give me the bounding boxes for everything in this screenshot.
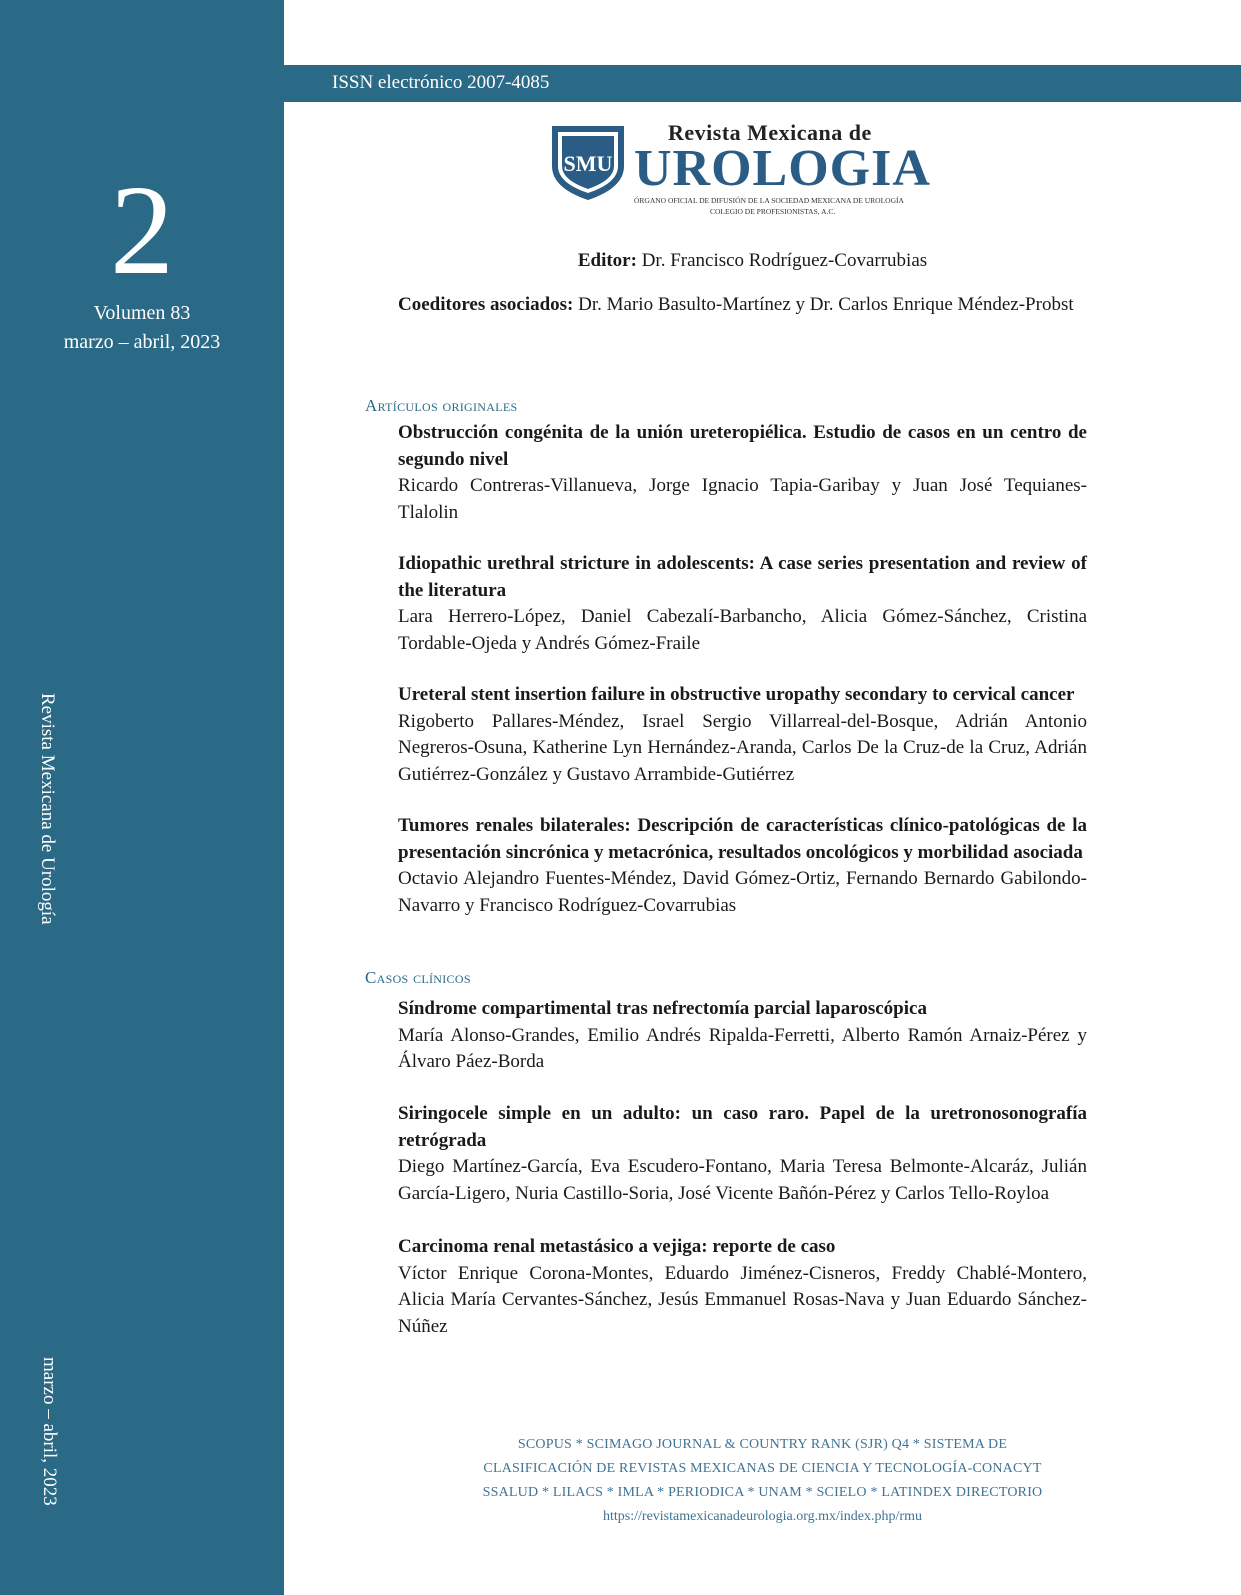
logo-badge-text: SMU	[563, 151, 613, 176]
article-title: Síndrome compartimental tras nefrectomía parcial laparoscópica	[398, 998, 927, 1019]
editor-label: Editor:	[577, 250, 637, 271]
article-title: Obstrucción congénita de la unión ureteropiélica. Estudio de casos en un centro de segundo nivel	[398, 422, 1087, 470]
article-title: Siringocele simple en un adulto: un caso raro. Papel de la uretronosonografía retrógrada	[398, 1103, 1087, 1151]
article-authors: Rigoberto Pallares-Méndez, Israel Sergio Villarreal-del-Bosque, Adrián Antonio Negreros-Osuna, Katherine Lyn Hernández-Aranda, Carlos De la Cruz-de la Cruz, Adrián Gutiérrez-González y Gustavo Arrambide-Gutiérrez	[398, 710, 1087, 785]
article-title: Ureteral stent insertion failure in obstructive uropathy secondary to cervical cancer	[398, 684, 1075, 705]
article-item	[398, 813, 1087, 919]
article-item	[398, 996, 1087, 1076]
article-title: Carcinoma renal metastásico a vejiga: reporte de caso	[398, 1236, 836, 1257]
article-item	[398, 682, 1087, 788]
indexing-footer	[284, 1433, 1241, 1529]
coeditors-line	[398, 294, 1074, 316]
editor-line	[0, 250, 1241, 272]
editor-name: Dr. Francisco Rodríguez-Covarrubias	[636, 250, 928, 271]
sidebar	[0, 0, 284, 1595]
article-authors: Ricardo Contreras-Villanueva, Jorge Ignacio Tapia-Garibay y Juan José Tequianes-Tlalolin	[398, 475, 1087, 523]
article-item	[398, 551, 1087, 657]
logo-line1: Revista Mexicana de	[668, 120, 872, 145]
article-item	[398, 1234, 1087, 1340]
logo-subtitle: ÓRGANO OFICIAL DE DIFUSIÓN DE LA SOCIEDAD MEXICANA DE UROLOGÍA	[634, 196, 904, 205]
article-authors: María Alonso-Grandes, Emilio Andrés Ripalda-Ferretti, Alberto Ramón Arnaiz-Pérez y Álvaro Páez-Borda	[398, 1024, 1087, 1072]
issue-number: 2	[110, 159, 174, 301]
article-item	[398, 1101, 1087, 1207]
section-heading-clinicos: Casos clínicos	[365, 968, 471, 987]
article-authors: Lara Herrero-López, Daniel Cabezalí-Barbancho, Alicia Gómez-Sánchez, Cristina Tordable-Ojeda y Andrés Gómez-Fraile	[398, 606, 1087, 654]
issn-band	[284, 65, 1241, 102]
volume-label: Volumen 83	[93, 302, 191, 324]
spine-title: Revista Mexicana de Urología	[37, 693, 58, 925]
indexing-line: CLASIFICACIÓN DE REVISTAS MEXICANAS DE CIENCIA Y TECNOLOGÍA-CONACYT	[483, 1461, 1042, 1476]
coeditors-label: Coeditores asociados:	[398, 294, 574, 315]
indexing-line: SSALUD * LILACS * IMLA * PERIODICA * UNAM * SCIELO * LATINDEX DIRECTORIO	[482, 1485, 1043, 1500]
logo-line2: UROLOGIA	[634, 140, 931, 197]
spine-dates: marzo – abril, 2023	[39, 1357, 60, 1506]
section-heading-originales: Artículos originales	[365, 396, 518, 415]
smu-shield-icon	[548, 122, 628, 202]
indexing-line: SCOPUS * SCIMAGO JOURNAL & COUNTRY RANK (SJR) Q4 * SISTEMA DE	[517, 1437, 1008, 1452]
issue-dates: marzo – abril, 2023	[63, 331, 221, 353]
article-item	[398, 420, 1087, 526]
journal-logo	[548, 118, 931, 218]
article-authors: Víctor Enrique Corona-Montes, Eduardo Jiménez-Cisneros, Freddy Chablé-Montero, Alicia María Cervantes-Sánchez, Jesús Emmanuel Rosas-Nava y Juan Eduardo Sánchez-Núñez	[398, 1262, 1087, 1337]
article-authors: Diego Martínez-García, Eva Escudero-Fontano, Maria Teresa Belmonte-Alcaráz, Julián García-Ligero, Nuria Castillo-Soria, José Vicente Bañón-Pérez y Carlos Tello-Royloa	[398, 1156, 1087, 1204]
article-authors: Octavio Alejandro Fuentes-Méndez, David Gómez-Ortiz, Fernando Bernardo Gabilondo-Navarro y Francisco Rodríguez-Covarrubias	[398, 868, 1087, 916]
journal-url: https://revistamexicanadeurologia.org.mx/index.php/rmu	[603, 1509, 922, 1524]
article-title: Tumores renales bilaterales: Descripción de características clínico-patológicas de la presentación sincrónica y metacrónica, resultados oncológicos y morbilidad asociada	[398, 815, 1087, 863]
coeditors-names: Dr. Mario Basulto-Martínez y Dr. Carlos Enrique Méndez-Probst	[573, 294, 1074, 315]
article-title: Idiopathic urethral stricture in adolescents: A case series presentation and review of the literatura	[398, 553, 1087, 601]
issn-label: ISSN electrónico 2007-4085	[332, 72, 550, 93]
logo-subtitle-2: COLEGIO DE PROFESIONISTAS, A.C.	[710, 207, 836, 216]
